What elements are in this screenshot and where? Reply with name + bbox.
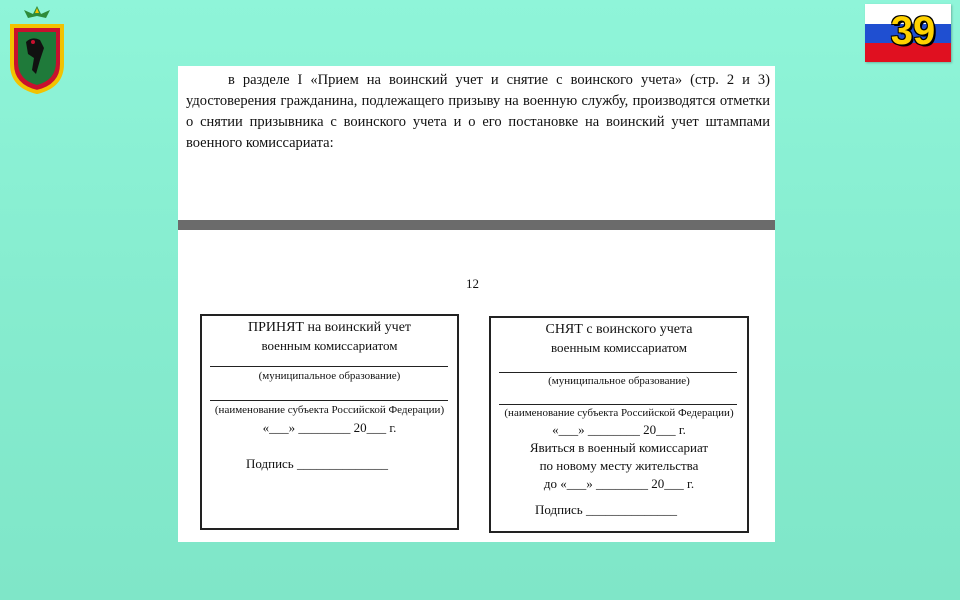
subject-caption: (наименование субъекта Российской Федерации) [504, 407, 734, 419]
document-excerpt-top [178, 66, 775, 220]
stamp-subtitle: военным комиссариатом [261, 338, 398, 353]
coat-of-arms-emblem [6, 4, 68, 94]
stamp-title: СНЯТ с воинского учета [545, 322, 693, 337]
document-excerpt-bottom [178, 230, 775, 542]
date-line: «___» ________ 20___ г. [262, 420, 397, 435]
municipal-caption: (муниципальное образование) [258, 370, 401, 382]
date-line: «___» ________ 20___ г. [552, 422, 686, 437]
stamp-title: ПРИНЯТ на воинский учет [247, 320, 412, 335]
stamp-subtitle: военным комиссариатом [550, 340, 688, 355]
stamp-deregistered [489, 316, 749, 533]
stamp-registered [200, 314, 459, 530]
subject-caption: (наименование субъекта Российской Федерации) [214, 404, 445, 416]
document-divider [178, 220, 775, 230]
until-date-line: до «___» ________ 20___ г. [543, 476, 695, 491]
signature-line: Подпись ______________ [246, 456, 388, 471]
signature-line: Подпись ______________ [535, 502, 677, 517]
slide-number: 39 [890, 9, 936, 53]
municipal-caption: (муниципальное образование) [548, 375, 690, 387]
instruction-text: в разделе I «Прием на воинский учет и снятие с воинского учета» (стр. 2 и 3) удостоверения гражданина, подлежащего призыву на военную службу, производятся отметки о снятии призывника с воинского учета и о его постановке на воинский учет штампами военного комиссариата: [186, 72, 770, 151]
appear-line-2: по новому месту жительства [539, 458, 699, 473]
instruction-paragraph [186, 70, 770, 154]
appear-line-1: Явиться в военный комиссариат [529, 440, 709, 455]
page-number: 12 [466, 276, 479, 291]
